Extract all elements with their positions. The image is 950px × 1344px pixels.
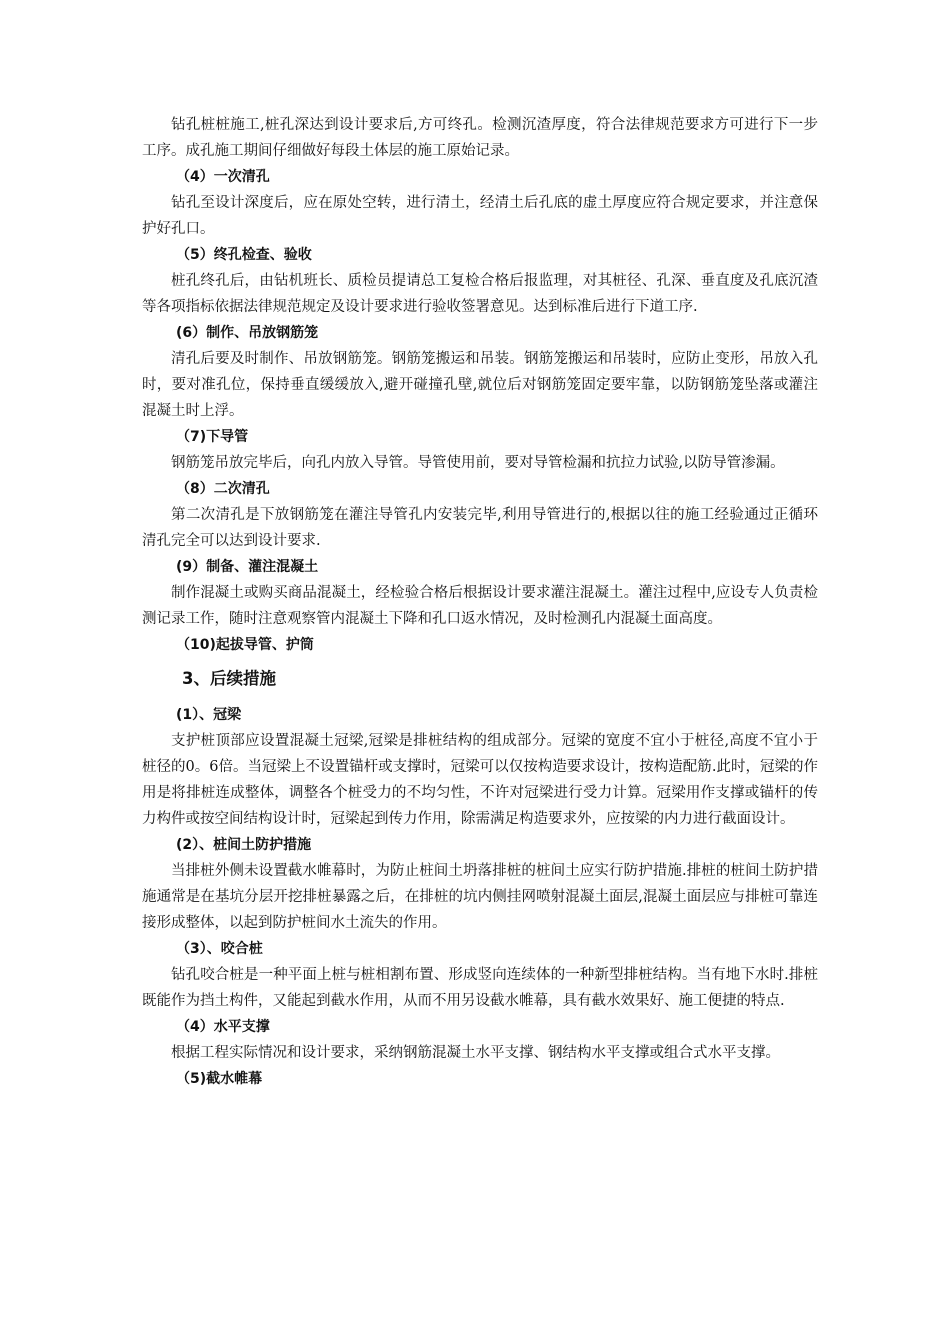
section-heading: （10)起拔导管、护筒 <box>176 637 314 653</box>
section-heading: (6）制作、吊放钢筋笼 <box>176 325 319 341</box>
body-paragraph: 桩孔终孔后，由钻机班长、质检员提请总工复检合格后报监理，对其桩径、孔深、垂直度及孔底沉渣等各项指标依据法律规范规定及设计要求进行验收签署意见。达到标准后进行下道工序. <box>142 273 818 315</box>
section-heading: （4）一次清孔 <box>176 169 270 185</box>
body-paragraph: 当排桩外侧未设置截水帷幕时，为防止桩间土坍落排桩的桩间土应实行防护措施.排桩的桩间土防护措施通常是在基坑分层开挖排桩暴露之后，在排桩的坑内侧挂网喷射混凝土面层,混凝土面层应与排桩可靠连接形成整体，以起到防护桩间水土流失的作用。 <box>142 863 818 931</box>
body-paragraph: 钻孔咬合桩是一种平面上桩与桩相割布置、形成竖向连续体的一种新型排桩结构。当有地下水时.排桩既能作为挡土构件，又能起到截水作用，从而不用另设截水帷幕，具有截水效果好、施工便捷的特点. <box>142 967 818 1009</box>
body-paragraph: 钢筋笼吊放完毕后，向孔内放入导管。导管使用前，要对导管检漏和抗拉力试验,以防导管渗漏。 <box>171 455 785 471</box>
body-paragraph: 根据工程实际情况和设计要求，采纳钢筋混凝土水平支撑、钢结构水平支撑或组合式水平支撑。 <box>171 1045 780 1061</box>
body-paragraph: 钻孔至设计深度后，应在原处空转，进行清土，经清土后孔底的虚土厚度应符合规定要求，并注意保护好孔口。 <box>142 195 818 237</box>
chapter-heading: 3、后续措施 <box>182 669 276 688</box>
section-heading: （3）、咬合桩 <box>176 941 263 957</box>
section-heading: （8）二次清孔 <box>176 481 270 497</box>
body-paragraph: 第二次清孔是下放钢筋笼在灌注导管孔内安装完毕,利用导管进行的,根据以往的施工经验通过正循环清孔完全可以达到设计要求. <box>142 507 818 549</box>
body-paragraph: 钻孔桩桩施工,桩孔深达到设计要求后,方可终孔。检测沉渣厚度，符合法律规范要求方可进行下一步工序。成孔施工期间仔细做好每段土体层的施工原始记录。 <box>142 117 818 159</box>
document-page <box>142 112 818 1092</box>
section-heading: （5）终孔检查、验收 <box>176 247 312 263</box>
section-heading: (9）制备、灌注混凝土 <box>176 559 319 575</box>
body-paragraph: 支护桩顶部应设置混凝土冠梁,冠梁是排桩结构的组成部分。冠梁的宽度不宜小于桩径,高度不宜小于桩径的0。6倍。当冠梁上不设置锚杆或支撑时，冠梁可以仅按构造要求设计，按构造配筋.此时，冠梁的作用是将排桩连成整体，调整各个桩受力的不均匀性，不许对冠梁进行受力计算。冠梁用作支撑或锚杆的传力构件或按空间结构设计时，冠梁起到传力作用，除需满足构造要求外，应按梁的内力进行截面设计。 <box>142 733 818 827</box>
section-heading: (2）、桩间土防护措施 <box>176 837 312 853</box>
body-paragraph: 清孔后要及时制作、吊放钢筋笼。钢筋笼搬运和吊装。钢筋笼搬运和吊装时，应防止变形，吊放入孔时，要对准孔位，保持垂直缓缓放入,避开碰撞孔壁,就位后对钢筋笼固定要牢靠，以防钢筋笼坠落或灌注混凝土时上浮。 <box>142 351 818 419</box>
body-paragraph: 制作混凝土或购买商品混凝土，经检验合格后根据设计要求灌注混凝土。灌注过程中,应设专人负责检测记录工作，随时注意观察管内混凝土下降和孔口返水情况，及时检测孔内混凝土面高度。 <box>142 585 818 627</box>
section-heading: （5)截水帷幕 <box>176 1071 263 1087</box>
section-heading: （4）水平支撑 <box>176 1019 270 1035</box>
section-heading: （7)下导管 <box>176 429 249 445</box>
section-heading: (1）、冠梁 <box>176 707 242 723</box>
